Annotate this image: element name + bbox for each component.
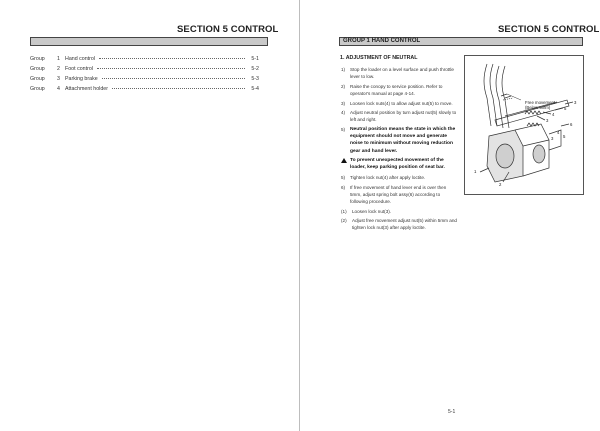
step-number: 4) [341,110,346,116]
warning-text: To prevent unexpected movement of the loader, keep parking position of seat bar. [350,158,445,171]
left-section-title: SECTION 5 CONTROL [177,24,279,35]
toc-title: Parking brake [65,76,98,82]
step-item [341,83,459,97]
free-movement-limit-label: (Below 5mm) [525,105,551,110]
step-text: Loosen lock nut(3). [352,208,392,214]
step-text: If free movement of hand lever end is over then 5mm, adjust spring bolt assy(6) according to following procedure. [350,184,447,204]
callout-label: 1 [474,169,477,174]
right-page [300,0,600,431]
step-number: 3) [341,100,346,106]
toc-row[interactable] [30,66,259,76]
callout-label: 4 [557,130,560,135]
toc-page: 5-3 [251,76,259,82]
step-text: Raise the conopy to service position. Refer to operator's manual at page 4-14. [350,83,443,96]
toc-page: 5-4 [251,86,259,92]
step-number: 2) [341,83,346,89]
toc-group: Group [30,86,45,92]
procedure-steps [341,66,459,234]
toc-row[interactable] [30,86,259,96]
toc-leader [112,88,245,89]
step-number: 5) [341,174,346,180]
step-text: Stop the loader on a level surface and push throttle lever to low. [350,67,454,80]
toc-page: 5-1 [251,56,259,62]
free-movement-label: Free movement [525,100,556,105]
step-item [341,184,459,206]
group-header-bar [339,37,583,46]
step-item [341,66,459,80]
lever-line [484,64,491,126]
toc-group: Group [30,76,45,82]
warning-icon [341,158,347,163]
group-header-label: GROUP 1 HAND CONTROL [343,38,421,44]
callout-label: 3 [574,100,577,105]
callout-label: 4 [552,112,555,117]
right-section-title: SECTION 5 CONTROL [498,24,600,35]
lever-assembly-drawing [465,56,583,194]
step-text: Loosen lock nuts(4) to allow adjust nut(5) to move. [350,100,453,106]
step-text: Adjust free movement adjust nut(5) within 5mm and tighten lock nut(3) after apply loctite. [352,218,457,231]
callout-label: 3 [551,136,554,141]
callout-label: 6 [570,122,573,127]
step-number: (1) [341,208,347,214]
toc-row[interactable] [30,56,259,66]
toc-num: 2 [57,66,60,72]
hand-control-figure [464,55,584,195]
step-item [341,174,459,181]
toc-page: 5-2 [251,66,259,72]
callout-label: 5 [564,106,567,111]
callout-label: 3 [546,118,549,123]
step-item [341,100,459,107]
step-item [341,109,459,123]
toc-group: Group [30,56,45,62]
toc-leader [99,58,245,59]
step-text: Tighten lock nut(4) after apply loctite. [350,174,426,180]
toc-title: Foot control [65,66,93,72]
toc-num: 4 [57,86,60,92]
toc-num: 3 [57,76,60,82]
callout-label: 5 [563,134,566,139]
procedure-heading: 1. ADJUSTMENT OF NEUTRAL [340,55,418,61]
substep-item [341,208,459,215]
step-item [341,126,459,155]
step-number: 1) [341,67,346,72]
toc-leader [102,78,245,79]
table-of-contents [30,56,259,96]
warning-item [341,157,459,171]
toc-title: Hand control [65,56,96,62]
step-number: 6) [341,184,346,190]
step-number: 5) [341,126,346,132]
step-number: (2) [341,218,347,224]
toc-title: Attachment holder [65,86,108,92]
toc-num: 1 [57,56,60,62]
step-text: Adjust neutral position by turn adjust nut(5) slowly to left and right. [350,110,457,123]
toc-row[interactable] [30,76,259,86]
toc-group: Group [30,66,45,72]
left-header-bar [30,37,268,46]
toc-leader [97,68,245,69]
page-number: 5-1 [448,409,456,415]
substep-item [341,217,459,231]
step-text: Neutral position means the state in which the equipment should not move and generate noise to minimum without moving reduction gear and hand lever. [350,126,456,154]
callout-label: 2 [499,182,502,187]
